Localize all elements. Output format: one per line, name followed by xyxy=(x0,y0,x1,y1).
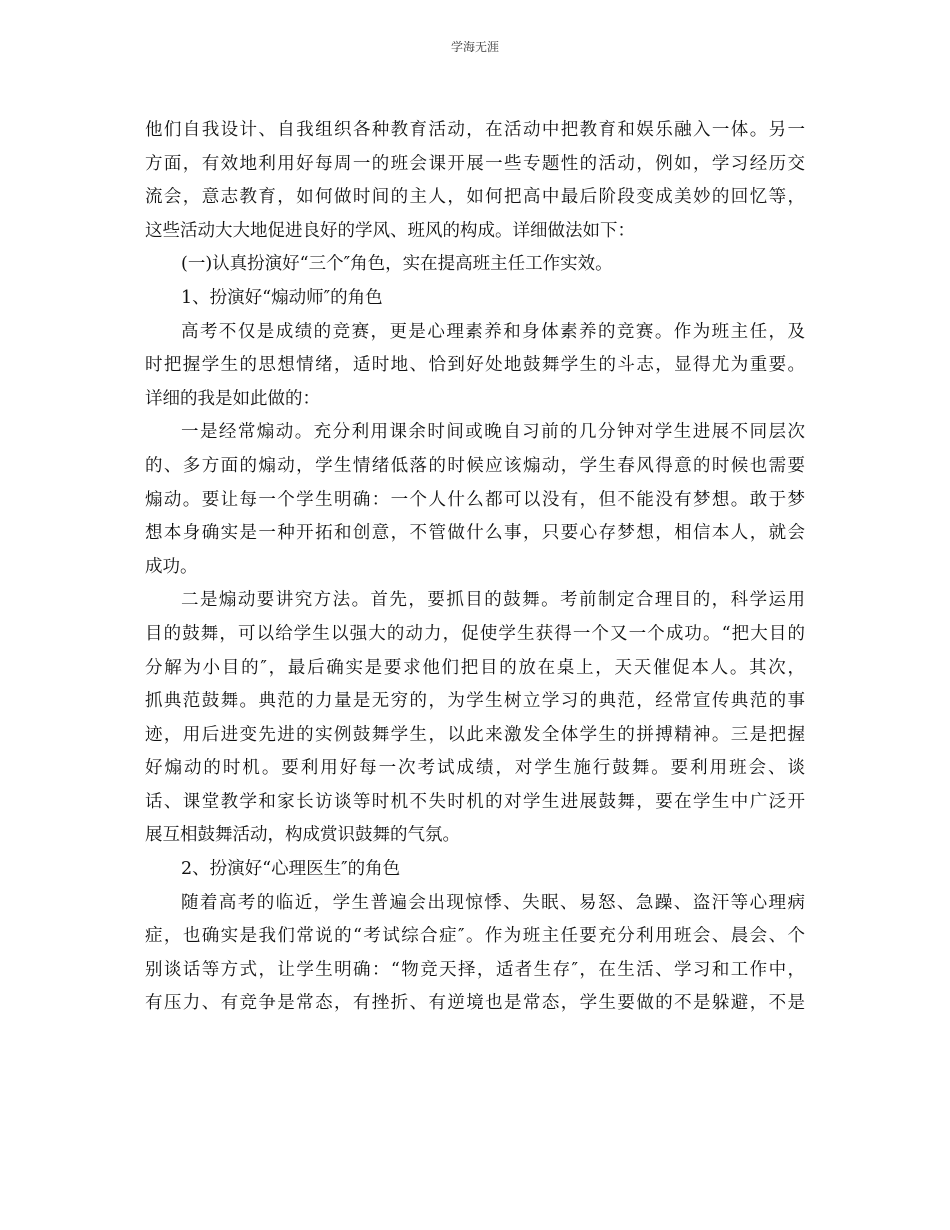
text-line: 目的鼓舞，可以给学生以强大的动力，促使学生获得一个又一个成功。“把大目的 xyxy=(145,623,805,644)
text-line: 时把握学生的思想情绪，适时地、恰到好处地鼓舞学生的斗志，显得尤为重要。 xyxy=(145,355,805,376)
text-line: 2、扮演好“心理医生″的角色 xyxy=(181,859,401,880)
text-line: 这些活动大大地促进良好的学风、班风的构成。详细做法如下： xyxy=(145,220,635,241)
text-line: 随着高考的临近，学生普遍会出现惊悸、失眠、易怒、急躁、盗汗等心理病 xyxy=(181,892,805,913)
document-body xyxy=(145,114,805,1021)
text-line: 二是煽动要讲究方法。首先，要抓目的鼓舞。考前制定合理目的，科学运用 xyxy=(181,590,805,611)
text-line: 分解为小目的″，最后确实是要求他们把目的放在桌上，天天催促本人。其次， xyxy=(145,657,805,678)
header-title: 学海无涯 xyxy=(450,40,499,54)
text-line: 1、扮演好“煽动师″的角色 xyxy=(181,287,383,308)
text-line: 展互相鼓舞活动，构成赏识鼓舞的气氛。 xyxy=(145,825,460,846)
text-line: 症，也确实是我们常说的“考试综合症″。作为班主任要充分利用班会、晨会、个 xyxy=(145,926,805,947)
text-line: 高考不仅是成绩的竞赛，更是心理素养和身体素养的竞赛。作为班主任，及 xyxy=(181,321,805,342)
text-line: 好煽动的时机。要利用好每一次考试成绩，对学生施行鼓舞。要利用班会、谈 xyxy=(145,758,805,779)
page-header xyxy=(0,38,950,55)
text-line: 一是经常煽动。充分利用课余时间或晚自习前的几分钟对学生进展不同层次 xyxy=(181,422,805,443)
text-line: 流会，意志教育，如何做时间的主人，如何把高中最后阶段变成美妙的回忆等， xyxy=(145,187,805,208)
text-line: 话、课堂教学和家长访谈等时机不失时机的对学生进展鼓舞，要在学生中广泛开 xyxy=(145,791,805,812)
text-line: 成功。 xyxy=(145,556,198,577)
text-line: 别谈话等方式，让学生明确：“物竞天择，适者生存″，在生活、学习和工作中， xyxy=(145,959,805,980)
text-line: 迹，用后进变先进的实例鼓舞学生，以此来激发全体学生的拼搏精神。三是把握 xyxy=(145,724,805,745)
text-line: 煽动。要让每一个学生明确：一个人什么都可以没有，但不能没有梦想。敢于梦 xyxy=(145,489,805,510)
text-line: 想本身确实是一种开拓和创意，不管做什么事，只要心存梦想，相信本人，就会 xyxy=(145,523,805,544)
text-line: 有压力、有竞争是常态，有挫折、有逆境也是常态，学生要做的不是躲避，不是 xyxy=(145,993,805,1014)
text-line: 详细的我是如此做的： xyxy=(145,388,320,409)
text-line: 方面，有效地利用好每周一的班会课开展一些专题性的活动，例如，学习经历交 xyxy=(145,153,805,174)
text-line: 他们自我设计、自我组织各种教育活动，在活动中把教育和娱乐融入一体。另一 xyxy=(145,120,805,140)
text-line: (一)认真扮演好“三个″角色，实在提高班主任工作实效。 xyxy=(181,254,613,275)
text-line: 的、多方面的煽动，学生情绪低落的时候应该煽动，学生春风得意的时候也需要 xyxy=(145,455,805,476)
text-line: 抓典范鼓舞。典范的力量是无穷的，为学生树立学习的典范，经常宣传典范的事 xyxy=(145,691,805,712)
